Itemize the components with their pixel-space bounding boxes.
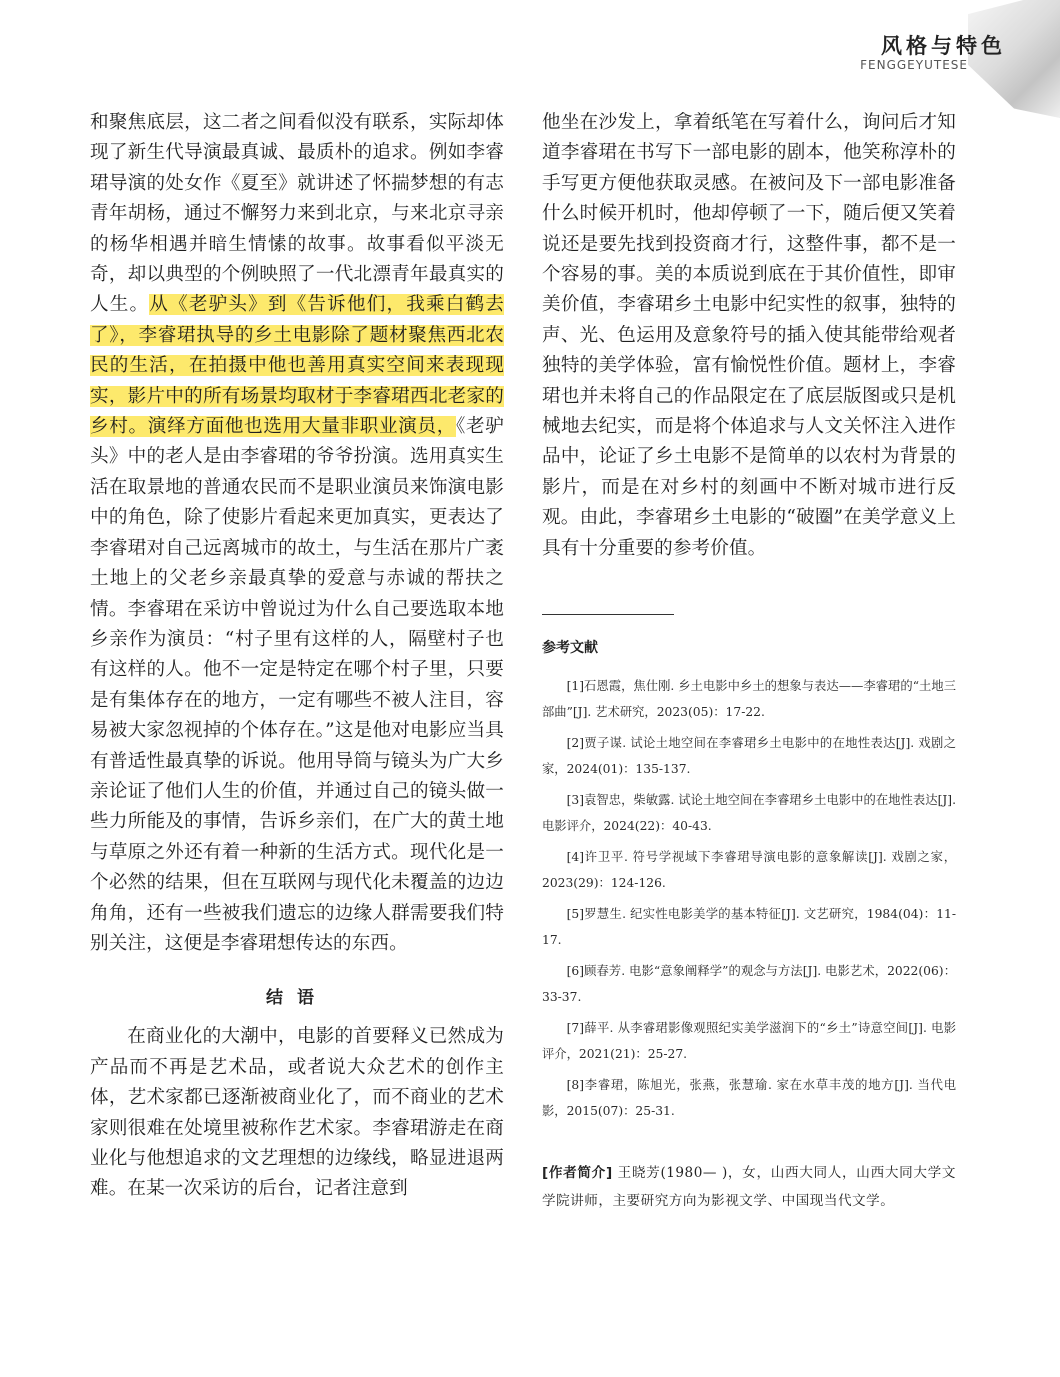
reference-item: [4]许卫平. 符号学视域下李睿珺导演电影的意象解读[J]. 戏剧之家，2023(29)：124-126. xyxy=(542,850,956,891)
reference-item: [7]薛平. 从李睿珺影像观照纪实美学滋润下的“乡土”诗意空间[J]. 电影评介，2021(21)：25-27. xyxy=(542,1021,956,1062)
references-divider xyxy=(542,614,674,615)
author-bio-text: 王晓芳(1980— )，女，山西大同人，山西大同大学文学院讲师，主要研究方向为影视文学、中国现当代文学。 xyxy=(542,1165,956,1209)
section-title: 风格与特色 xyxy=(881,34,1006,58)
highlighted-text: 从《老驴头》到《告诉他们，我乘白鹤去了》，李睿珺执导的乡土电影除了题材聚焦西北农民的生活，在拍摄中他也善用真实空间来表现现实，影片中的所有场景均取材于李睿珺西北老家的乡村。演绎方面他也选用大量非职业演员， xyxy=(90,294,504,438)
references-title: 参考文献 xyxy=(542,640,598,657)
left-column xyxy=(90,108,504,1205)
reference-item: [6]顾春芳. 电影“意象阐释学”的观念与方法[J]. 电影艺术，2022(06)：33-37. xyxy=(542,964,956,1005)
reference-item: [8]李睿珺，陈旭光，张燕，张慧瑜. 家在水草丰茂的地方[J]. 当代电影，2015(07)：25-31. xyxy=(542,1078,956,1119)
reference-item: [3]袁智忠，柴敏露. 试论土地空间在李睿珺乡土电影中的在地性表达[J]. 电影评介，2024(22)：40-43. xyxy=(542,793,956,834)
right-column xyxy=(542,108,956,1215)
author-bio-label: [作者简介] xyxy=(542,1165,613,1182)
section-subtitle: FENGGEYUTESE xyxy=(860,58,968,72)
body-paragraph xyxy=(90,108,504,959)
body-paragraph: 他坐在沙发上，拿着纸笔在写着什么，询问后才知道李睿珺在书写下一部电影的剧本，他笑称淳朴的手写更方便他获取灵感。在被问及下一部电影准备什么时候开机时，他却停顿了一下，随后便又笑着说还是要先找到投资商才行，这整件事，都不是一个容易的事。美的本质说到底在于其价值性，即审美价值，李睿珺乡土电影中纪实性的叙事，独特的声、光、色运用及意象符号的插入使其能带给观者独特的美学体验，富有愉悦性价值。题材上，李睿珺也并未将自己的作品限定在了底层版图或只是机械地去纪实，而是将个体追求与人文关怀注入进作品中，论证了乡土电影不是简单的以农村为背景的影片，而是在对乡村的刻画中不断对城市进行反观。由此，李睿珺乡土电影的“破圈”在美学意义上具有十分重要的参考价值。 xyxy=(542,112,956,559)
conclusion-paragraph: 在商业化的大潮中，电影的首要释义已然成为产品而不再是艺术品，或者说大众艺术的创作主体，艺术家都已逐渐被商业化了，而不商业的艺术家则很难在处境里被称作艺术家。李睿珺游走在商业化与他想追求的文艺理想的边缘线，略显进退两难。在某一次采访的后台，记者注意到 xyxy=(90,1026,504,1200)
reference-item: [2]贾子谋. 试论土地空间在李睿珺乡土电影中的在地性表达[J]. 戏剧之家，2024(01)：135-137. xyxy=(542,736,956,777)
paragraph-text: 《老驴头》中的老人是由李睿珺的爷爷扮演。选用真实生活在取景地的普通农民而不是职业演员来饰演电影中的角色，除了使影片看起来更加真实，更表达了李睿珺对自己远离城市的故土，与生活在那片广袤土地上的父老乡亲最真挚的爱意与赤诚的帮扶之情。李睿珺在采访中曾说过为什么自己要选取本地乡亲作为演员：“村子里有这样的人，隔壁村子也有这样的人。他不一定是特定在哪个村子里，只要是有集体存在的地方，一定有哪些不被人注目，容易被大家忽视掉的个体存在。”这是他对电影应当具有普适性最真挚的诉说。他用导筒与镜头为广大乡亲论证了他们人生的价值，并通过自己的镜头做一些力所能及的事情，告诉乡亲们，在广大的黄土地与草原之外还有着一种新的生活方式。现代化是一个必然的结果，但在互联网与现代化未覆盖的边边角角，还有一些被我们遗忘的边缘人群需要我们特别关注，这便是李睿珺想传达的东西。 xyxy=(90,416,504,954)
reference-item: [5]罗慧生. 纪实性电影美学的基本特征[J]. 文艺研究，1984(04)：11-17. xyxy=(542,907,956,948)
paragraph-text: 和聚焦底层，这二者之间看似没有联系，实际却体现了新生代导演最真诚、最质朴的追求。例如李睿珺导演的处女作《夏至》就讲述了怀揣梦想的有志青年胡杨，通过不懈努力来到北京，与来北京寻亲的杨华相遇并暗生情愫的故事。故事看似平淡无奇，却以典型的个例映照了一代北漂青年最真实的人生。 xyxy=(90,112,504,316)
author-bio xyxy=(542,1160,956,1215)
reference-item: [1]石恩霞，焦仕刚. 乡土电影中乡土的想象与表达——李睿珺的“土地三部曲”[J]. 艺术研究，2023(05)：17-22. xyxy=(542,679,956,720)
reference-list xyxy=(542,673,956,1124)
conclusion-heading: 结语 xyxy=(266,988,328,1009)
